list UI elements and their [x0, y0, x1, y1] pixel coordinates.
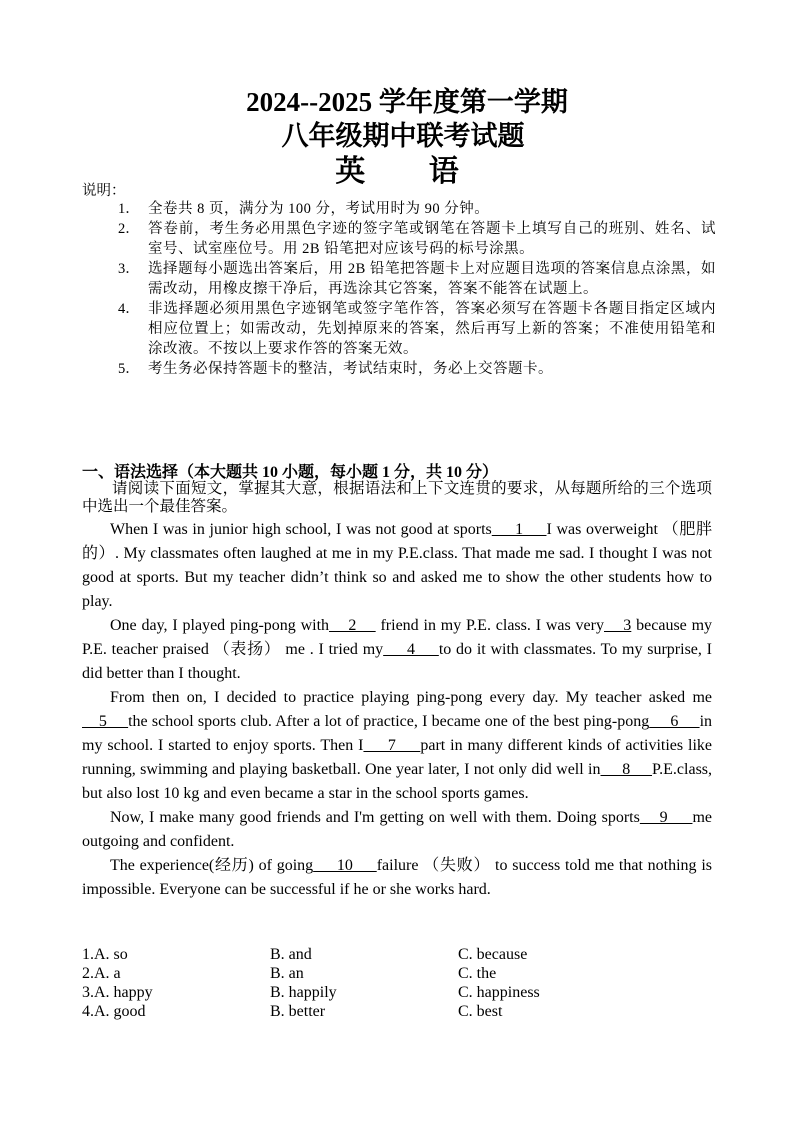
notes-heading: 说明： [82, 183, 126, 199]
passage-text: failure （失败） to success told me that nothing is impossible. Everyone can be successful if he or she works hard. [82, 857, 712, 898]
answer-blank-1: 1 [491, 521, 547, 538]
exam-title-subject: 英 语 [335, 155, 487, 188]
option-a: 4.A. good [82, 1003, 146, 1020]
answer-blank-4: 4 [383, 641, 439, 658]
note-text: 非选择题必须用黑色字迹钢笔或签字笔作答，答案必须写在答题卡各题目指定区域内相应位置上；如需改动，先划掉原来的答案，然后再写上新的答案；不准使用铅笔和涂改液。不按以上要求作答的答案无效。 [148, 301, 716, 357]
notes-list [118, 199, 716, 379]
answer-blank-10: 10 [313, 857, 377, 874]
passage-text: I was overweight （肥胖的）. My classmates often laughed at me in my P.E.class. That made me sad. I thought I was not good at sports. But my teacher didn’t think so and asked me to show the other students how to play. [82, 521, 713, 610]
option-row [82, 964, 658, 983]
answer-blank-9: 9 [639, 809, 693, 826]
note-text: 考生务必保持答题卡的整洁，考试结束时，务必上交答题卡。 [148, 361, 553, 377]
passage-paragraph [82, 686, 712, 806]
passage-text: the school sports club. After a lot of practice, I became one of the best ping-pong [128, 713, 650, 730]
option-b: B. and [270, 946, 312, 963]
note-item [118, 359, 716, 379]
passage-paragraph [82, 854, 712, 902]
option-c: C. because [458, 946, 528, 963]
option-a: 1.A. so [82, 946, 128, 963]
passage-text: Now, I make many good friends and I'm getting on well with them. Doing sports [110, 809, 640, 826]
passage-text: friend in my P.E. class. I was very [375, 617, 604, 634]
passage-text: From then on, I decided to practice playing ping-pong every day. My teacher asked me [110, 689, 712, 706]
note-text: 选择题每小题选出答案后，用 2B 铅笔把答题卡上对应题目选项的答案信息点涂黑，如需改动，用橡皮擦干净后，再选涂其它答案，答案不能答在试题上。 [148, 261, 716, 297]
option-row [82, 1002, 658, 1021]
note-number: 3． [118, 261, 140, 277]
passage-text: The experience(经历) of going [110, 857, 314, 874]
option-row [82, 945, 658, 964]
passage-paragraph [82, 614, 712, 686]
note-item [118, 219, 716, 259]
passage-text: part in many different kinds of activities like running, swimming and playing basketball. One year later, I not only did well in [82, 737, 712, 778]
option-a: 2.A. a [82, 965, 121, 982]
passage-text: because my P.E. teacher praised （表扬） me . I tried my [82, 617, 713, 658]
note-number: 4． [118, 301, 140, 317]
note-item [118, 199, 716, 219]
answer-blank-8: 8 [600, 761, 653, 778]
option-c: C. best [458, 1003, 503, 1020]
option-c: C. the [458, 965, 497, 982]
passage-text: to do it with classmates. To my surprise, I did better than I thought. [82, 641, 712, 682]
option-a: 3.A. happy [82, 984, 153, 1001]
note-item [118, 299, 716, 359]
option-c: C. happiness [458, 984, 540, 1001]
answer-options [82, 945, 658, 1021]
note-text: 答卷前，考生务必用黑色字迹的签字笔或钢笔在答题卡上填写自己的班别、姓名、试室号、试室座位号。用 2B 铅笔把对应该号码的标号涂黑。 [148, 221, 716, 257]
exam-title-term: 2024--2025 学年度第一学期 [246, 87, 568, 117]
exam-title-grade: 八年级期中联考试题 [281, 121, 525, 151]
section-heading: 一、语法选择（本大题共 10 小题，每小题 1 分，共 10 分） [82, 464, 499, 481]
option-b: B. better [270, 1003, 326, 1020]
passage-text: in my school. I started to enjoy sports. Then I [82, 713, 713, 754]
passage-paragraph [82, 806, 712, 854]
passage-text: One day, I played ping-pong with [110, 617, 330, 634]
note-text: 全卷共 8 页，满分为 100 分，考试用时为 90 分钟。 [148, 201, 490, 217]
section-instruction: 请阅读下面短文，掌握其大意，根据语法和上下文连贯的要求，从每题所给的三个选项中选出一个最佳答案。 [82, 480, 712, 515]
option-b: B. happily [270, 984, 337, 1001]
passage-text: When I was in junior high school, I was not good at sports [110, 521, 492, 538]
passage-text: me outgoing and confident. [82, 809, 713, 850]
answer-blank-3: 3 [604, 617, 632, 634]
answer-blank-5: 5 [82, 713, 129, 730]
passage-text: P.E.class, but also lost 10 kg and even became a star in the school sports games. [82, 761, 713, 802]
answer-blank-6: 6 [649, 713, 700, 730]
note-number: 2． [118, 221, 140, 237]
passage-paragraph [82, 518, 712, 614]
note-item [118, 259, 716, 299]
note-number: 1． [118, 201, 140, 217]
option-b: B. an [270, 965, 304, 982]
answer-blank-2: 2 [329, 617, 376, 634]
answer-blank-7: 7 [363, 737, 421, 754]
reading-passage [82, 518, 712, 902]
option-row [82, 983, 658, 1002]
note-number: 5． [118, 361, 140, 377]
